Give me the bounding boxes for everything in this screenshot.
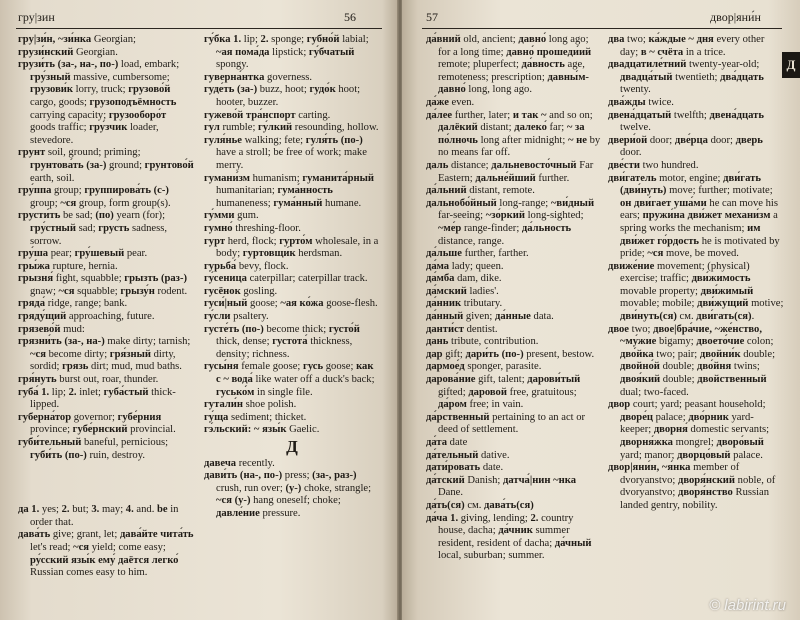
dictionary-entry: гу́бка 1. lip; 2. sponge; губно́й labial; ~ая пома́да lipstick; гу́бчатый spongy. bbox=[204, 34, 369, 71]
dictionary-entry: дармое́д sponger, parasite. bbox=[426, 361, 542, 373]
dictionary-entry: гу́ща sediment; thicket. bbox=[204, 411, 307, 423]
dictionary-entry: движе́ние movement; (physical) exercise; traffic; дви́жимость movable property; дви́жимый movable; mobile; дви́жущий motive; дви́нуть(ся) см. дви́гать(ся). bbox=[608, 260, 784, 323]
dictionary-entry: да́вний old, ancient; давно́ long ago; for a long time; давно́ прошеди́ий remote; pluperfect; да́вность age, remoteness; prescription; давны́м-давно́ long, long ago. bbox=[426, 34, 592, 96]
dictionary-entry: да́ча 1. giving, lending; 2. country house, dacha; да́чник summer resident, resident of dacha; да́чный local, suburban; summer. bbox=[426, 512, 592, 562]
dictionary-entry: гу́сли psaltery. bbox=[204, 311, 269, 323]
dictionary-entry: гу́мми gum. bbox=[204, 210, 259, 222]
dictionary-entry: да́мба dam, dike. bbox=[426, 273, 502, 285]
dictionary-entry: два́жды twice. bbox=[608, 96, 674, 108]
dictionary-entry: гумани́зм humanism; гуманита́рный humanitarian; гума́нность humaneness; гума́нный humane. bbox=[204, 172, 374, 209]
dictionary-entry: двери́ой door; две́рца door; дверь door. bbox=[608, 134, 763, 159]
running-head-left: гру|зин bbox=[18, 10, 55, 24]
dictionary-entry: двор|яни́н, ~я́нка member of dvoryanstvo; дворя́нский noble, of dvoryanstvo; дворя́нство Russian landed gentry, nobility. bbox=[608, 462, 776, 511]
dictionary-entry: да́мский ladies'. bbox=[426, 285, 499, 297]
dictionary-entry: гэ́льский: ~ язы́к Gaelic. bbox=[204, 424, 320, 436]
dictionary-entry: грязево́й mud: bbox=[18, 323, 85, 335]
right-page bbox=[402, 0, 800, 620]
dictionary-entry: гул rumble; гу́лкий resounding, hollow. bbox=[204, 122, 379, 134]
dictionary-entry: гуля́нье walking; fete; гуля́ть (по-) have a stroll; be free of work; make merry. bbox=[204, 134, 367, 171]
dictionary-entry: гры́жа rupture, hernia. bbox=[18, 260, 118, 272]
entries-g-col1 bbox=[18, 34, 194, 462]
running-head-right: двор|яни́н bbox=[710, 10, 761, 24]
left-page-column-2 bbox=[204, 34, 380, 521]
dictionary-entry: грусти́ть be sad; (по) yearn (for); гру́стный sad; грусть sadness, sorrow. bbox=[18, 210, 168, 247]
section-letter: Д bbox=[286, 437, 298, 456]
dictionary-entry: дарова́ние gift, talent; дарови́тый gifted; даровой free, gratuitous; да́ром free; in vain. bbox=[426, 374, 581, 411]
dictionary-entry: да́льше further, farther. bbox=[426, 248, 529, 260]
dictionary-entry: да́ма lady; queen. bbox=[426, 260, 504, 272]
dictionary-entry: да́нный given; да́нные data. bbox=[426, 311, 554, 323]
dictionary-entry: гурьба́ bevy, flock. bbox=[204, 260, 289, 272]
dictionary-entry: грузи́ть (за-, на-, по-) load, embark; гру́зный massive, cumbersome; грузови́к lorry, truck; грузово́й cargo, goods; грузоподъёмность carrying capacity; грузооборо́т goods traffic; гру́зчик loader, stevedore. bbox=[18, 59, 180, 146]
dictionary-entry: гру|зи́н, ~зи́нка Georgian; bbox=[18, 34, 136, 45]
dictionary-entry: да́лее further, later; и так ~ and so on; далёкий distant; далеко́ far; ~ за по́лночь long after midnight; ~ не by no means far off. bbox=[426, 109, 601, 159]
dictionary-entry: гужево́й тра́нспорт carting. bbox=[204, 109, 331, 121]
dictionary-entry: гуде́ть (за-) buzz, hoot; гудо́к hoot; hooter, buzzer. bbox=[204, 84, 361, 108]
dictionary-entry: дви́гатель motor, engine; дви́гать (дви́нуть) move; further; motivate; он дви́гает уша́ми he can move his ears; пружи́на дви́жет механи́зм a spring works the mechanism; им дви́жет го́рдость he is motivated by pride; ~ся move, be moved. bbox=[608, 172, 780, 260]
dictionary-entry: гряда́ ridge, range; bank. bbox=[18, 298, 128, 310]
dictionary-entry: дави́ть (на-, по-) press; (за-, раз-) crush, run over; (у-) choke, strangle; ~ся (у-) hang oneself; choke; давле́ние pressure. bbox=[204, 470, 372, 519]
dictionary-entry: дар gift; дари́ть (по-) present, bestow. bbox=[426, 348, 595, 360]
dictionary-entry: гусы́ня female goose; гусь goose; как с ~ вода́ like water off a duck's back; гусько́м in single file. bbox=[204, 361, 375, 398]
dictionary-entry: да́льний distant, remote. bbox=[426, 185, 535, 197]
dictionary-entry: двена́дцатый twelfth; двена́дцать twelve. bbox=[608, 109, 764, 134]
dictionary-entry: да́тский Danish; датча́|нин ~нка Dane. bbox=[426, 474, 577, 499]
dictionary-entry: да́рственный pertaining to an act or deed of settlement. bbox=[426, 411, 586, 436]
dictionary-entry: двадцатиле́тний twenty-year-old; двадца́тый twentieth; два́дцать twenty. bbox=[608, 59, 764, 96]
dictionary-entry: да́ть(ся) см. дава́ть(ся) bbox=[426, 499, 534, 511]
dictionary-entry: гру́ша pear; гру́шевый pear. bbox=[18, 248, 148, 260]
right-page-column-2 bbox=[608, 34, 784, 513]
dictionary-entry: да́же even. bbox=[426, 96, 475, 108]
dictionary-entry: губерна́тор governor; губе́рния province; губе́рнский provincial. bbox=[18, 411, 176, 436]
dictionary-entry: гуверна́нтка governess. bbox=[204, 71, 313, 83]
dictionary-entry: губи́тельный baneful, pernicious; губи́ть (по-) ruin, destroy. bbox=[18, 437, 169, 461]
left-page bbox=[0, 0, 398, 620]
dictionary-entry: двор court; yard; peasant household; дворе́ц palace; дво́рник yard-keeper; дворня́ domestic servants; дворня́жка mongrel; дворо́вый yard; manor; дворцо́вый palace. bbox=[608, 399, 770, 461]
dictionary-entry: два two; ка́ждые ~ дня every other day; в ~ счёта in a trice. bbox=[608, 34, 765, 58]
header-rule-right bbox=[422, 28, 782, 29]
dictionary-entry: грязни́ть (за-, на-) make dirty; tarnish; ~ся become dirty; гря́зный dirty, sordid; грязь dirt; mud, mud baths. bbox=[18, 336, 191, 373]
header-rule-left bbox=[16, 28, 382, 29]
page-number-left: 56 bbox=[344, 10, 356, 24]
dictionary-entry: дальнобо́йный long-range; ~ви́дный far-seeing; ~зо́ркий long-sighted; ~ме́р range-finder; да́льность distance, range. bbox=[426, 197, 595, 247]
dictionary-entry: да́нник tributary. bbox=[426, 298, 503, 310]
dictionary-entry: гряду́щий approaching, future. bbox=[18, 311, 155, 323]
dictionary-entry: да́та date bbox=[426, 437, 468, 448]
entries-d-col1 bbox=[18, 504, 194, 580]
dictionary-entry: грузи́нский Georgian. bbox=[18, 46, 118, 58]
dictionary-entry: двое two; двое|бра́чие, ~же́нство, ~му́жие bigamy; двоето́чие colon; дво́йка two; pair; двойни́к double; двойно́й double; дво́йня twins; двоя́кий double; двойственный dual; two-faced. bbox=[608, 323, 776, 398]
dictionary-entry: две́сти two hundred. bbox=[608, 159, 699, 171]
dictionary-entry: гру́ппа group; группирова́ть (с-) group; ~ся group, form group(s). bbox=[18, 185, 171, 209]
dictionary-entry: гуси́|ный goose; ~ая ко́жа goose-flesh. bbox=[204, 298, 378, 310]
left-page-column-1 bbox=[18, 34, 194, 580]
dictionary-entry: густе́ть (по-) become thick; густо́й thick, dense; густота́ thickness, density; richness. bbox=[204, 323, 360, 360]
entries-d-col2 bbox=[204, 458, 380, 521]
dictionary-entry: гря́нуть burst out, roar, thunder. bbox=[18, 374, 159, 386]
dictionary-entry: данти́ст dentist. bbox=[426, 323, 498, 335]
dictionary-entry: гумно́ threshing-floor. bbox=[204, 222, 301, 234]
dictionary-entry: давеча recently. bbox=[204, 457, 275, 469]
thumb-index-tab: Д bbox=[782, 52, 800, 78]
dictionary-entry: губа́ 1. lip; 2. inlet; губа́стый thick-lipped. bbox=[18, 386, 176, 411]
dictionary-entry: гу́сеница caterpillar; caterpillar track. bbox=[204, 273, 368, 285]
dictionary-entry: да́тельный dative. bbox=[426, 449, 510, 461]
dictionary-entry: грунт soil, ground; priming; грунтова́ть (за-) ground; грунтово́й earth, soil. bbox=[18, 147, 194, 184]
dictionary-entry: грызня́ fight, squabble; грызть (раз-) gnaw; ~ся squabble; грызу́н rodent. bbox=[18, 273, 188, 297]
watermark: © labirint.ru bbox=[709, 597, 786, 614]
dictionary-entry: дати́ровать date. bbox=[426, 462, 504, 474]
dictionary-entry: дань tribute, contribution. bbox=[426, 336, 539, 348]
dictionary-entry: гурт herd, flock; гурто́м wholesale, in a body; гуртовщи́к herdsman. bbox=[204, 235, 379, 260]
entries-g-col2 bbox=[204, 34, 380, 437]
dictionary-entry: даль distance; дальневосто́чный Far Eastern; дальне́йший further. bbox=[426, 159, 594, 184]
dictionary-entry: гусёнок gosling. bbox=[204, 285, 278, 297]
dictionary-entry: да 1. yes; 2. but; 3. may; 4. and. be in order that. bbox=[18, 504, 179, 528]
page-number-right: 57 bbox=[426, 10, 438, 24]
dictionary-entry: гутали́н shoe polish. bbox=[204, 399, 297, 411]
dictionary-entry: дава́ть give; grant, let; дава́йте чита́ть let's read; ~ся yield; come easy; ру́сский язы́к ему́ даётся легко́ Russian comes easy to him. bbox=[18, 529, 194, 579]
right-page-column-1 bbox=[426, 34, 602, 563]
